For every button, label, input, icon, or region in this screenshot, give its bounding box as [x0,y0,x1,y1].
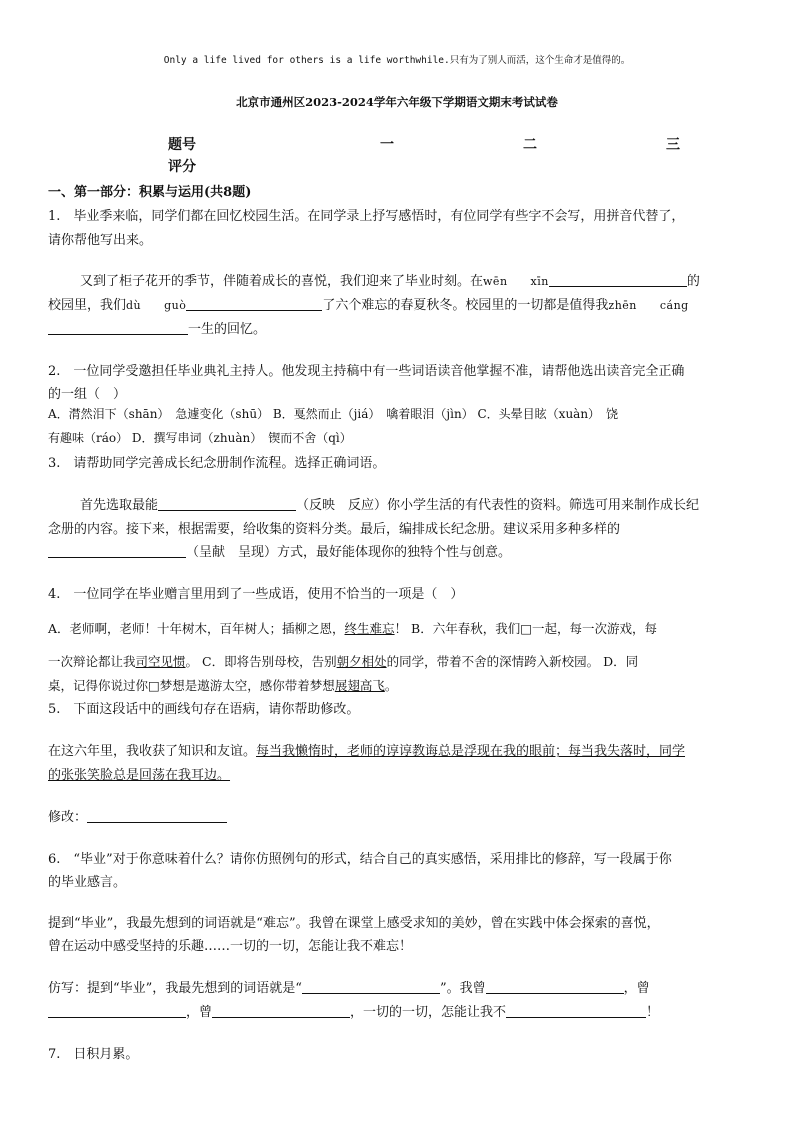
q6-imitate-1: 仿写：提到“毕业”，我最先想到的词语就是“ ”。我曾 ，曾 [48,981,650,996]
q6-example-2: 曾在运动中感受坚持的乐趣……一切的一切，怎能让我不难忘！ [48,939,413,954]
blank-zhencang[interactable] [48,320,188,335]
q4-options-2: 一次辩论都让我司空见惯。 C．即将告别母校，告别朝夕相处的同学，带着不舍的深情跨入新校园。 D．同 [48,654,639,669]
q2-stem-1: 2. 一位同学受邀担任毕业典礼主持人。他发现主持稿中有一些词语读音他掌握不准，请帮他选出读音完全正确 [48,364,685,379]
q3-para-2: 念册的内容。接下来，根据需要，给收集的资料分类。最后，编排成长纪念册。建议采用多种多样的 [48,522,621,537]
q3-stem: 3. 请帮助同学完善成长纪念册制作流程。选择正确词语。 [48,456,386,471]
pinyin-zhencang: zhēn cáng [608,299,689,312]
q6-example-1: 提到“毕业”，我最先想到的词语就是“难忘”。我曾在课堂上感受求知的美妙，曾在实践中体会探索的喜悦， [48,916,660,931]
q6-stem-1: 6. “毕业”对于你意味着什么？请你仿照例句的形式，结合自己的真实感悟，采用排比的修辞，写一段属于你 [48,852,672,867]
q3-para-1: 首先选取最能 （反映 反应）你小学生活的有代表性的资料。筛选可用来制作成长纪 [80,498,700,513]
q2-options-2: 有趣味（ráo） D．撰写串词（zhuàn） 锲而不舍（qì） [48,431,352,445]
q3-para-3: （呈献 呈现）方式，最好能体现你的独特个性与创意。 [48,541,511,560]
blank-fanying[interactable] [158,496,296,511]
score-row-label: 评分 [168,159,196,175]
q5-stem: 5. 下面这段话中的画线句存在语病，请你帮助修改。 [48,702,360,717]
q6-imitate-2: ，曾 ，一切的一切，怎能让我不 ！ [48,1001,659,1020]
q6-stem-2: 的毕业感言。 [48,875,127,890]
q1-para-2: 校园里，我们dù guò 了六个难忘的春夏秋冬。校园里的一切都是值得我zhēn cáng [48,298,689,313]
q4-stem: 4. 一位同学在毕业赠言里用到了一些成语，使用不恰当的一项是（ ） [48,587,464,602]
score-col-label: 题号 [168,137,196,153]
q4-options-1: A．老师啊，老师！十年树木，百年树人；插柳之恩，终生难忘！ B．六年春秋，我们□一起，每一次游戏，每 [48,621,658,636]
blank-word[interactable] [302,979,440,994]
blank-fix[interactable] [87,808,227,823]
blank-ending[interactable] [506,1003,646,1018]
score-col-1: 一 [380,137,394,153]
q2-stem-2: 的一组（ ） [48,387,127,402]
blank-ceng-1[interactable] [486,979,624,994]
q7-stem: 7. 日积月累。 [48,1047,139,1062]
section-heading: 一、第一部分：积累与运用(共8题) [48,185,252,200]
q4-options-3: 桌，记得你说过你□梦想是遨游太空，感你带着梦想展翅高飞。 [48,678,398,693]
blank-chengxian[interactable] [48,543,186,558]
score-col-3: 三 [666,137,680,153]
blank-wenxin[interactable] [549,272,687,287]
q1-stem-1: 1. 毕业季来临，同学们都在回忆校园生活。在同学录上抒写感悟时，有位同学有些字不会写，用拼音代替了， [48,209,685,224]
motto: Only a life lived for others is a life worthwhile.只有为了别人而活，这个生命才是值得的。 [163,55,631,66]
q1-stem-2: 请你帮他写出来。 [48,233,153,248]
page-title: 北京市通州区2023-2024学年六年级下学期语文期末考试试卷 [236,95,558,109]
blank-ceng-3[interactable] [212,1003,350,1018]
q5-para-2: 的张张笑脸总是回荡在我耳边。 [48,768,231,783]
q2-options-1: A．潸然泪下（shān） 急遽变化（shū） B．戛然而止（jiá） 噙着眼泪（jìn） C．头晕目眩（xuàn） 饶 [48,407,619,421]
score-col-2: 二 [523,137,537,153]
q1-para-1: 又到了柜子花开的季节，伴随着成长的喜悦，我们迎来了毕业时刻。在wēn xīn 的 [80,274,700,289]
q5-fix: 修改： [48,806,227,825]
pinyin-duguo: dù guò [126,299,187,312]
q1-para-3: 一生的回忆。 [48,318,266,337]
blank-ceng-2[interactable] [48,1003,186,1018]
blank-duguo[interactable] [186,296,322,311]
q5-para-1: 在这六年里，我收获了知识和友谊。每当我懒惰时，老师的谆谆教诲总是浮现在我的眼前；每当我失落时，同学 [48,744,686,759]
pinyin-wenxin: wēn xīn [483,275,549,288]
